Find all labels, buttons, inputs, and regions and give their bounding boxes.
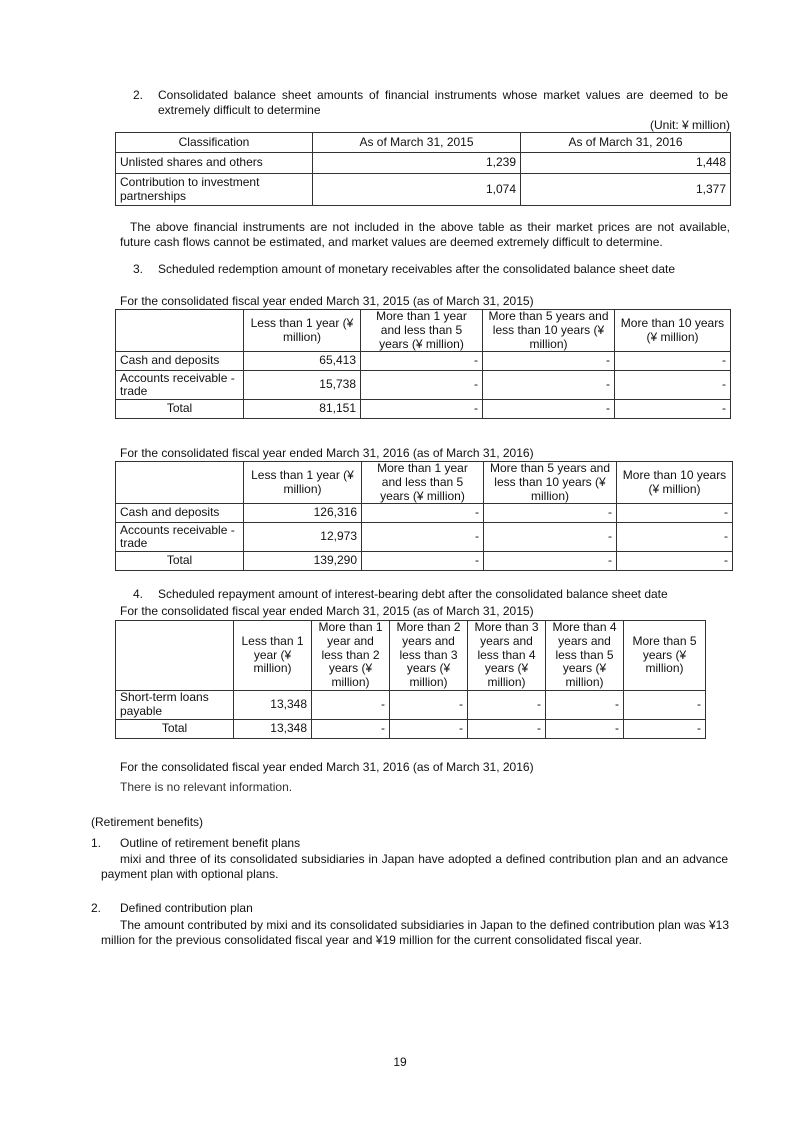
col-header: More than 10 years (¥ million) bbox=[615, 310, 731, 352]
cell-value: - bbox=[390, 690, 468, 719]
row-label: Short-term loans payable bbox=[116, 690, 234, 719]
cell-value: - bbox=[312, 719, 390, 738]
cell-value: 1,239 bbox=[313, 153, 521, 174]
table-receivables-2015 bbox=[115, 309, 731, 419]
col-header: More than 3 years and less than 4 years (¥ million) bbox=[468, 621, 546, 691]
col-header bbox=[116, 310, 244, 352]
table-row bbox=[116, 690, 706, 719]
row-label: Accounts receivable - trade bbox=[116, 371, 244, 400]
s3-caption-2015: For the consolidated fiscal year ended March 31, 2015 (as of March 31, 2015) bbox=[120, 294, 534, 308]
retirement-title: (Retirement benefits) bbox=[91, 815, 204, 829]
s4-heading: Scheduled repayment amount of interest-bearing debt after the consolidated balance sheet date bbox=[158, 587, 668, 601]
retirement-i1-text: mixi and three of its consolidated subsidiaries in Japan have adopted a defined contribution plan and an advance payment plan with optional plans. bbox=[101, 852, 728, 881]
cell-value: - bbox=[362, 504, 484, 523]
retirement-i1-heading: Outline of retirement benefit plans bbox=[120, 836, 301, 850]
col-header: More than 5 years and less than 10 years (¥ million) bbox=[483, 310, 615, 352]
row-label: Accounts receivable - trade bbox=[116, 523, 244, 552]
cell-value: 65,413 bbox=[244, 352, 361, 371]
col-header: More than 4 years and less than 5 years (¥ million) bbox=[546, 621, 624, 691]
col-header: Less than 1 year (¥ million) bbox=[244, 310, 361, 352]
col-header: More than 2 years and less than 3 years (¥ million) bbox=[390, 621, 468, 691]
cell-value: - bbox=[624, 690, 706, 719]
cell-value: - bbox=[546, 719, 624, 738]
cell-value: - bbox=[615, 400, 731, 419]
col-header: More than 5 years (¥ million) bbox=[624, 621, 706, 691]
table-row bbox=[116, 523, 733, 552]
cell-value: 15,738 bbox=[244, 371, 361, 400]
col-header: More than 1 year and less than 5 years (¥ million) bbox=[361, 310, 483, 352]
s3-caption-2016: For the consolidated fiscal year ended March 31, 2016 (as of March 31, 2016) bbox=[120, 446, 534, 460]
cell-value: - bbox=[483, 352, 615, 371]
table-row bbox=[116, 352, 731, 371]
table-row bbox=[116, 174, 731, 206]
col-header bbox=[116, 462, 244, 504]
col-header: More than 5 years and less than 10 years (¥ million) bbox=[484, 462, 617, 504]
s3-number: 3. bbox=[133, 262, 144, 276]
cell-value: - bbox=[546, 690, 624, 719]
col-header: More than 1 year and less than 2 years (¥ million) bbox=[312, 621, 390, 691]
row-label: Total bbox=[116, 719, 234, 738]
cell-value: - bbox=[312, 690, 390, 719]
table-row bbox=[116, 504, 733, 523]
cell-value: - bbox=[615, 371, 731, 400]
cell-value: 13,348 bbox=[234, 690, 312, 719]
table-header-row bbox=[116, 133, 731, 153]
table-total-row bbox=[116, 400, 731, 419]
s2-heading: Consolidated balance sheet amounts of financial instruments whose market values are deemed to be extremely difficult to determine bbox=[158, 88, 728, 117]
table-header-row bbox=[116, 621, 706, 691]
cell-value: - bbox=[624, 719, 706, 738]
cell-value: - bbox=[468, 719, 546, 738]
table-row bbox=[116, 371, 731, 400]
s2-note: The above financial instruments are not included in the above table as their market prices are not available, future cash flows cannot be estimated, and market values are deemed extremely difficult to determine. bbox=[120, 220, 730, 249]
s2-number: 2. bbox=[133, 88, 144, 102]
col-header: More than 10 years (¥ million) bbox=[617, 462, 733, 504]
cell-value: - bbox=[617, 552, 733, 571]
cell-value: 12,973 bbox=[244, 523, 362, 552]
cell-value: 81,151 bbox=[244, 400, 361, 419]
retirement-i2-text: The amount contributed by mixi and its consolidated subsidiaries in Japan to the defined contribution plan was ¥13 million for the previous consolidated fiscal year and ¥19 million for the current consolidated fiscal year. bbox=[101, 918, 729, 947]
cell-value: - bbox=[483, 400, 615, 419]
table-nonmarket-instruments bbox=[115, 132, 731, 206]
row-label: Cash and deposits bbox=[116, 352, 244, 371]
s3-heading: Scheduled redemption amount of monetary receivables after the consolidated balance sheet date bbox=[158, 262, 675, 276]
cell-value: - bbox=[361, 371, 483, 400]
retirement-i2-number: 2. bbox=[91, 901, 102, 915]
col-header: Less than 1 year (¥ million) bbox=[234, 621, 312, 691]
cell-value: - bbox=[617, 523, 733, 552]
table-header-row bbox=[116, 462, 733, 504]
col-header: As of March 31, 2016 bbox=[521, 133, 731, 153]
cell-value: - bbox=[617, 504, 733, 523]
col-header: More than 1 year and less than 5 years (¥ million) bbox=[362, 462, 484, 504]
cell-value: - bbox=[484, 552, 617, 571]
cell-value: - bbox=[361, 400, 483, 419]
table-header-row bbox=[116, 310, 731, 352]
row-label: Total bbox=[116, 400, 244, 419]
retirement-i1-number: 1. bbox=[91, 836, 102, 850]
table-row bbox=[116, 153, 731, 174]
unit-label: (Unit: ¥ million) bbox=[649, 118, 730, 132]
row-label: Cash and deposits bbox=[116, 504, 244, 523]
cell-value: - bbox=[468, 690, 546, 719]
table-interest-bearing-debt bbox=[115, 620, 706, 739]
page-number: 19 bbox=[393, 1055, 407, 1069]
cell-value: - bbox=[483, 371, 615, 400]
cell-value: - bbox=[362, 552, 484, 571]
no-relevant-info: There is no relevant information. bbox=[120, 780, 293, 794]
cell-value: - bbox=[484, 523, 617, 552]
table-receivables-2016 bbox=[115, 461, 733, 571]
cell-value: 13,348 bbox=[234, 719, 312, 738]
table-total-row bbox=[116, 552, 733, 571]
col-header: Classification bbox=[116, 133, 313, 153]
cell-value: - bbox=[361, 352, 483, 371]
s4-number: 4. bbox=[133, 587, 144, 601]
retirement-i2-heading: Defined contribution plan bbox=[120, 901, 253, 915]
row-label: Contribution to investment partnerships bbox=[116, 174, 313, 206]
cell-value: 1,074 bbox=[313, 174, 521, 206]
cell-value: 1,448 bbox=[521, 153, 731, 174]
cell-value: - bbox=[484, 504, 617, 523]
col-header: As of March 31, 2015 bbox=[313, 133, 521, 153]
cell-value: - bbox=[615, 352, 731, 371]
cell-value: 126,316 bbox=[244, 504, 362, 523]
cell-value: 139,290 bbox=[244, 552, 362, 571]
s4-caption-2016: For the consolidated fiscal year ended March 31, 2016 (as of March 31, 2016) bbox=[120, 760, 534, 774]
cell-value: 1,377 bbox=[521, 174, 731, 206]
row-label: Total bbox=[116, 552, 244, 571]
col-header: Less than 1 year (¥ million) bbox=[244, 462, 362, 504]
col-header bbox=[116, 621, 234, 691]
cell-value: - bbox=[362, 523, 484, 552]
row-label: Unlisted shares and others bbox=[116, 153, 313, 174]
s4-caption-2015: For the consolidated fiscal year ended March 31, 2015 (as of March 31, 2015) bbox=[120, 604, 534, 618]
table-total-row bbox=[116, 719, 706, 738]
cell-value: - bbox=[390, 719, 468, 738]
